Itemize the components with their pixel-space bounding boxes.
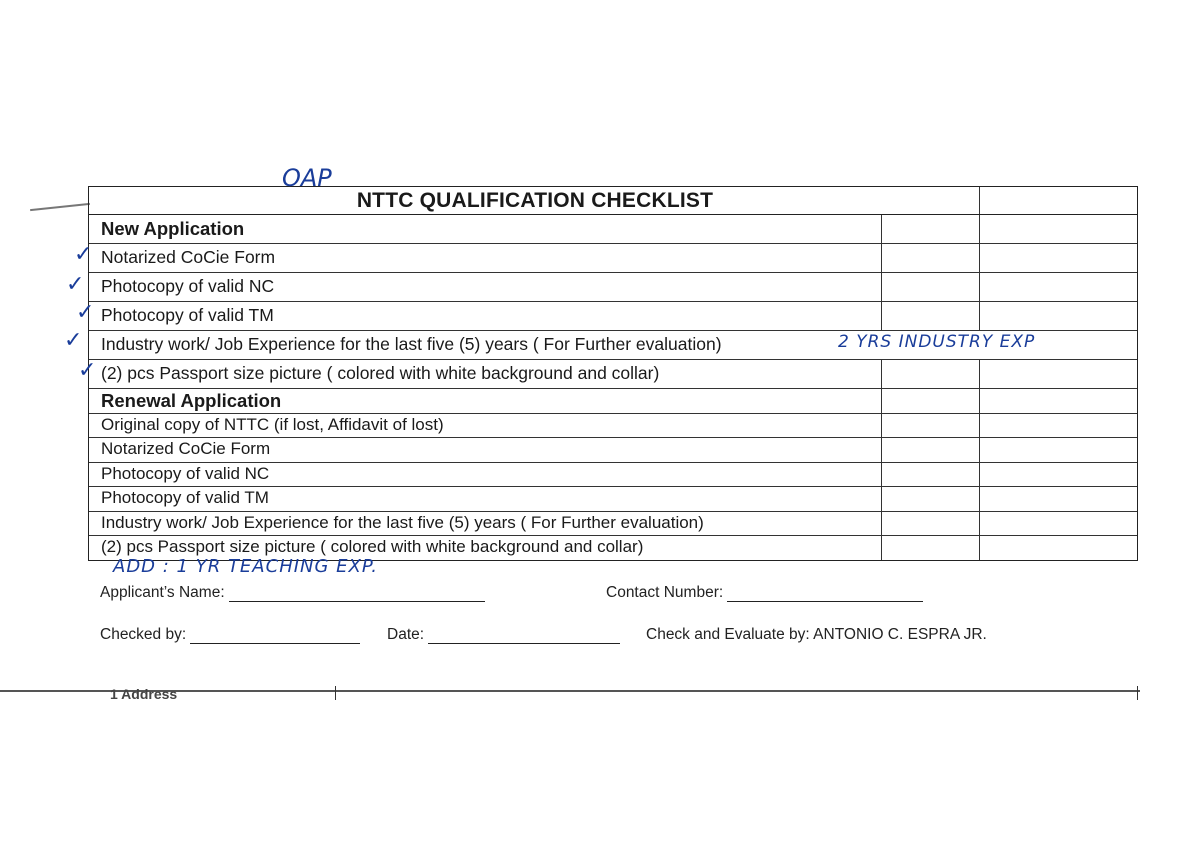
cell-divider xyxy=(979,487,980,511)
date-field xyxy=(387,626,620,644)
title-cell-divider xyxy=(979,187,980,214)
cell-divider xyxy=(979,414,980,438)
cell-divider xyxy=(979,512,980,536)
checklist-row xyxy=(89,302,1137,331)
cell-divider xyxy=(881,438,882,462)
cell-divider xyxy=(979,438,980,462)
cell-divider xyxy=(881,360,882,388)
cell-divider xyxy=(881,487,882,511)
contact-number-label: Contact Number: xyxy=(606,584,724,601)
cell-divider xyxy=(979,244,980,272)
contact-number-line[interactable] xyxy=(727,587,923,602)
form-title: NTTC QUALIFICATION CHECKLIST xyxy=(356,189,714,212)
new-application-heading: New Application xyxy=(101,218,245,239)
address-strip xyxy=(0,686,1140,700)
cell-divider xyxy=(881,536,882,560)
pen-stroke xyxy=(30,203,90,211)
cell-divider xyxy=(881,463,882,487)
checklist-item: (2) pcs Passport size picture ( colored with white background and collar) xyxy=(101,363,660,383)
checklist-row xyxy=(89,360,1137,389)
title-row xyxy=(89,187,1137,215)
address-divider xyxy=(335,686,336,700)
cell-divider xyxy=(881,273,882,301)
checklist-item: Photocopy of valid NC xyxy=(101,463,270,483)
check-mark-icon: ✓ xyxy=(66,272,85,297)
checked-by-label: Checked by: xyxy=(100,626,187,643)
checklist-item: (2) pcs Passport size picture ( colored with white background and collar) xyxy=(101,537,644,556)
handwritten-industry-note: 2 YRS INDUSTRY EXP xyxy=(838,332,1036,352)
checklist-row xyxy=(89,414,1137,439)
checklist-item: Photocopy of valid NC xyxy=(101,276,275,296)
checklist-row xyxy=(89,512,1137,537)
cell-divider xyxy=(979,273,980,301)
checklist-row xyxy=(89,273,1137,302)
section-header-renewal xyxy=(89,389,1137,414)
renewal-application-heading: Renewal Application xyxy=(101,390,282,411)
date-label: Date: xyxy=(387,626,425,643)
checklist-item: Industry work/ Job Experience for the last five (5) years ( For Further evaluation) xyxy=(101,512,704,532)
cell-divider xyxy=(881,215,882,243)
checklist-table xyxy=(88,186,1138,561)
checklist-row xyxy=(89,244,1137,273)
checklist-row xyxy=(89,438,1137,463)
evaluator-text: Check and Evaluate by: ANTONIO C. ESPRA JR. xyxy=(646,626,987,643)
date-line[interactable] xyxy=(428,629,620,644)
check-mark-icon: ✓ xyxy=(76,300,95,325)
cell-divider xyxy=(881,302,882,330)
cell-divider xyxy=(881,244,882,272)
cell-divider xyxy=(881,389,882,413)
cell-divider xyxy=(979,536,980,560)
contact-number-field xyxy=(606,584,923,602)
applicant-name-field xyxy=(100,584,485,602)
check-mark-icon: ✓ xyxy=(74,242,93,267)
address-divider xyxy=(1137,686,1138,700)
checklist-row xyxy=(89,463,1137,488)
cell-divider xyxy=(979,463,980,487)
section-header-new xyxy=(89,215,1137,244)
checked-by-field xyxy=(100,626,360,644)
cell-divider xyxy=(881,414,882,438)
checklist-item: Notarized CoCie Form xyxy=(101,247,276,267)
applicant-name-label: Applicant’s Name: xyxy=(100,584,225,601)
check-mark-icon: ✓ xyxy=(78,358,97,383)
checklist-item: Industry work/ Job Experience for the last five (5) years ( For Further evaluation) xyxy=(101,334,722,354)
checklist-item: Notarized CoCie Form xyxy=(101,439,271,458)
check-mark-icon: ✓ xyxy=(64,328,83,353)
handwritten-add-note: ADD : 1 YR TEACHING EXP. xyxy=(113,556,378,577)
handwritten-oap-note: OAP xyxy=(282,164,332,192)
cell-divider xyxy=(881,512,882,536)
cell-divider xyxy=(979,360,980,388)
applicant-name-line[interactable] xyxy=(229,587,485,602)
checklist-item: Photocopy of valid TM xyxy=(101,305,274,325)
cell-divider xyxy=(979,215,980,243)
cell-divider xyxy=(979,389,980,413)
checklist-item: Photocopy of valid TM xyxy=(101,488,269,507)
address-label: 1 Address xyxy=(110,686,178,702)
cell-divider xyxy=(979,302,980,330)
checklist-row xyxy=(89,487,1137,512)
checked-by-line[interactable] xyxy=(190,629,360,644)
checklist-item: Original copy of NTTC (if lost, Affidavit of lost) xyxy=(101,414,444,434)
